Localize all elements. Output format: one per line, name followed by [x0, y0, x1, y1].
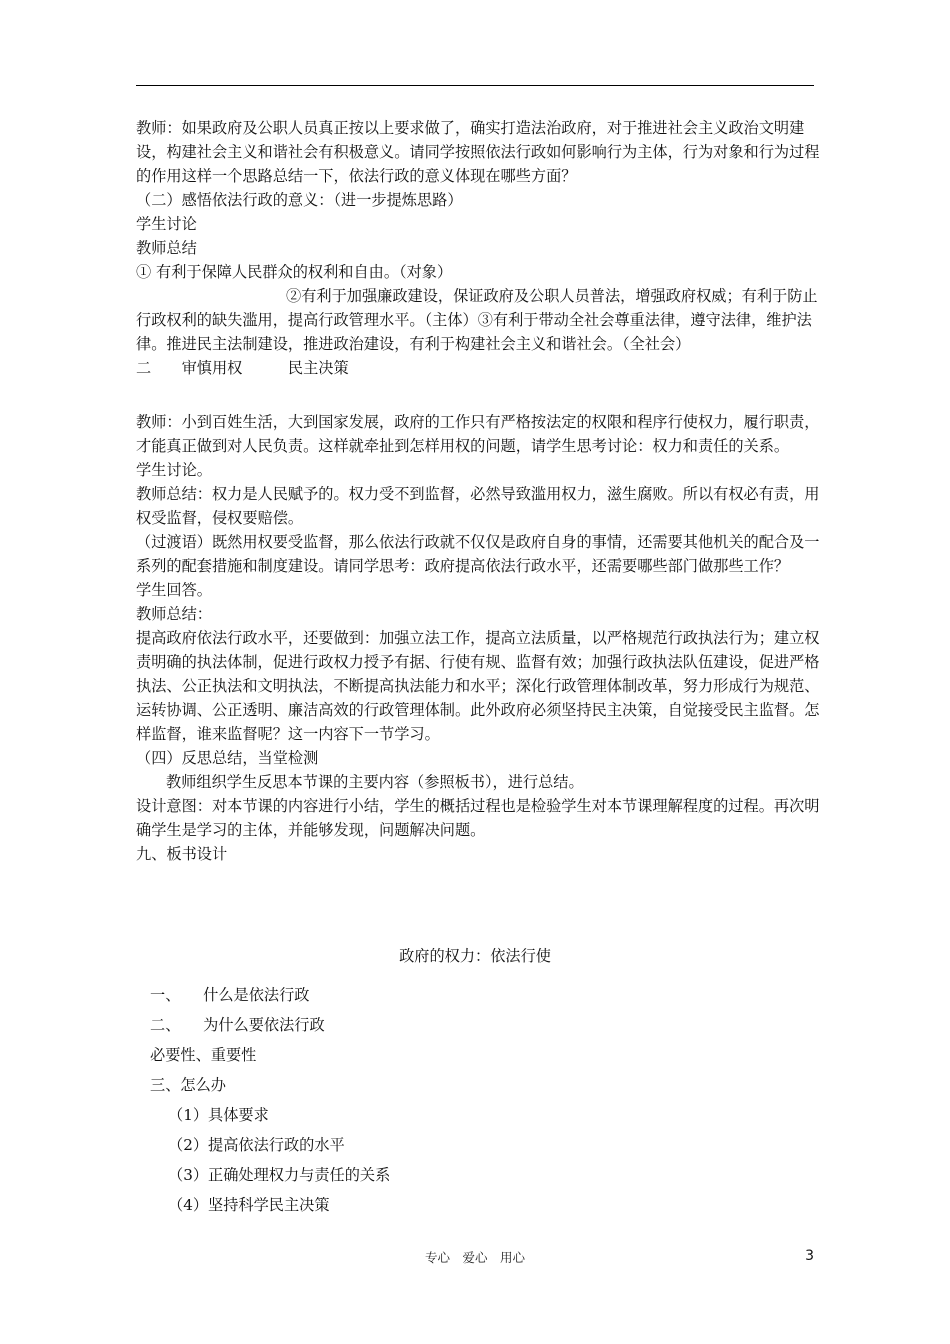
paragraph-student-discussion: 学生讨论: [136, 215, 197, 233]
board-item: 一、 什么是依法行政: [150, 986, 310, 1004]
paragraph-teacher-summary-label: 教师总结：: [136, 605, 212, 623]
paragraph-design-intent: 设计意图：对本节课的内容进行小结，学生的概括过程也是检验学生对本节课理解程度的过程。再次明确学生是学习的主体，并能够发现，问题解决问题。: [136, 797, 820, 839]
spacer: [136, 380, 826, 410]
point-1: ① 有利于保障人民群众的权利和自由。（对象）: [136, 263, 453, 281]
board-outline: [150, 980, 390, 1220]
section-heading-board: 九、板书设计: [136, 845, 228, 863]
board-title: 政府的权力：依法行使: [399, 947, 551, 965]
header-rule: [136, 85, 814, 86]
point-2-3: ②有利于加强廉政建设，保证政府及公职人员普法，增强政府权威；有利于防止行政权利的缺失滥用，提高行政管理水平。（主体）③有利于带动全社会尊重法律，遵守法律，维护法律。推进民主法制建设，推进政治建设，有利于构建社会主义和谐社会。（全社会）: [136, 287, 818, 353]
board-subitem: （3）正确处理权力与责任的关系: [168, 1166, 391, 1184]
footer-motto: 专心 爱心 用心: [424, 1250, 525, 1265]
section-heading-two: 二 审慎用权 民主决策: [136, 359, 349, 377]
paragraph-teacher-summary-power: 教师总结：权力是人民赋予的。权力受不到监督，必然导致滥用权力，滋生腐败。所以有权必有责，用权受监督，侵权要赔偿。: [136, 485, 820, 527]
paragraph-student-discussion-2: 学生讨论。: [136, 461, 212, 479]
document-body: [136, 116, 826, 866]
paragraph-teacher-power: 教师：小到百姓生活，大到国家发展，政府的工作只有严格按法定的权限和程序行使权力，履行职责，才能真正做到对人民负责。这样就牵扯到怎样用权的问题，请学生思考讨论：权力和责任的关系。: [136, 413, 820, 455]
page-number: 3: [805, 1248, 814, 1264]
paragraph-transition: （过渡语）既然用权要受监督，那么依法行政就不仅仅是政府自身的事情，还需要其他机关的配合及一系列的配套措施和制度建设。请同学思考：政府提高依法行政水平，还需要哪些部门做那些工作？: [136, 533, 820, 575]
paragraph-student-answer: 学生回答。: [136, 581, 212, 599]
board-item: 必要性、重要性: [150, 1046, 257, 1064]
section-heading-significance: （二）感悟依法行政的意义：（进一步提炼思路）: [136, 191, 463, 209]
paragraph-improve-level: 提高政府依法行政水平，还要做到：加强立法工作，提高立法质量，以严格规范行政执法行为；建立权责明确的执法体制，促进行政权力授予有据、行使有规、监督有效；加强行政执法队伍建设，促进严格执法、公正执法和文明执法，不断提高执法能力和水平；深化行政管理体制改革，努力形成行为规范、运转协调、公正透明、廉洁高效的行政管理体制。此外政府必须坚持民主决策，自觉接受民主监督。怎样监督，谁来监督呢？这一内容下一节学习。: [136, 629, 820, 743]
paragraph-teacher-question: 教师：如果政府及公职人员真正按以上要求做了，确实打造法治政府，对于推进社会主义政治文明建设，构建社会主义和谐社会有积极意义。请同学按照依法行政如何影响行为主体，行为对象和行为过程的作用这样一个思路总结一下，依法行政的意义体现在哪些方面？: [136, 119, 820, 185]
board-item: 二、 为什么要依法行政: [150, 1016, 325, 1034]
paragraph-reflection: 教师组织学生反思本节课的主要内容（参照板书），进行总结。: [166, 773, 584, 791]
board-item: 三、怎么办: [150, 1076, 226, 1094]
paragraph-teacher-summary: 教师总结: [136, 239, 197, 257]
board-subitem: （4）坚持科学民主决策: [168, 1196, 330, 1214]
board-subitem: （1）具体要求: [168, 1106, 269, 1124]
board-subitem: （2）提高依法行政的水平: [168, 1136, 345, 1154]
section-heading-reflection: （四）反思总结，当堂检测: [136, 749, 319, 767]
